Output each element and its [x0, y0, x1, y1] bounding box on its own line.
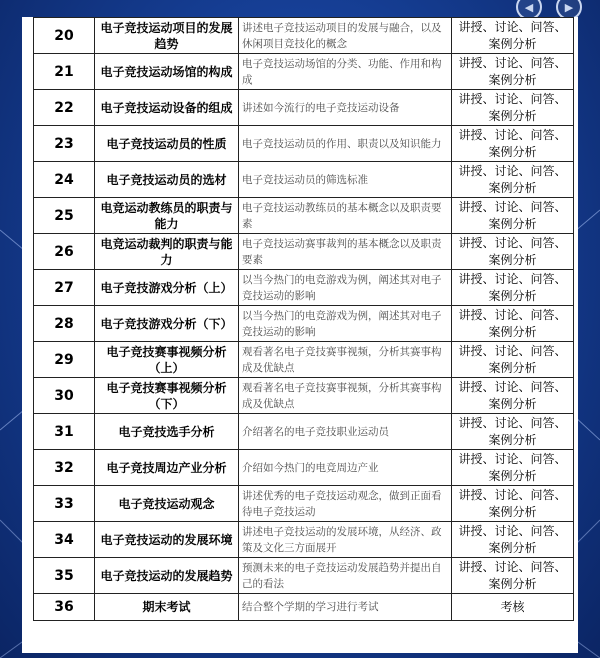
- row-number: 27: [34, 270, 95, 306]
- row-teaching-method: 讲授、讨论、问答、案例分析: [452, 18, 574, 54]
- row-teaching-method: 讲授、讨论、问答、案例分析: [452, 414, 574, 450]
- row-number: 25: [34, 198, 95, 234]
- row-number: 34: [34, 522, 95, 558]
- table-row: [34, 342, 574, 378]
- row-description: 介绍著名的电子竞技职业运动员: [239, 414, 452, 450]
- row-description: 讲述如今流行的电子竞技运动设备: [239, 90, 452, 126]
- row-title: 期末考试: [95, 594, 239, 621]
- row-description: 结合整个学期的学习进行考试: [239, 594, 452, 621]
- row-number: 31: [34, 414, 95, 450]
- table-row: [34, 198, 574, 234]
- table-row: [34, 558, 574, 594]
- table-row: [34, 378, 574, 414]
- row-teaching-method: 讲授、讨论、问答、案例分析: [452, 378, 574, 414]
- row-description: 预测未来的电子竞技运动发展趋势并提出自己的看法: [239, 558, 452, 594]
- row-title: 电子竞技运动观念: [95, 486, 239, 522]
- row-number: 28: [34, 306, 95, 342]
- row-title: 电子竞技游戏分析（下）: [95, 306, 239, 342]
- row-title: 电竞运动教练员的职责与能力: [95, 198, 239, 234]
- row-title: 电子竞技运动的发展环境: [95, 522, 239, 558]
- row-description: 电子竞技运动员的筛选标准: [239, 162, 452, 198]
- table-row: [34, 270, 574, 306]
- table-row: [34, 162, 574, 198]
- table-row: [34, 54, 574, 90]
- row-teaching-method: 讲授、讨论、问答、案例分析: [452, 450, 574, 486]
- row-description: 以当今热门的电竞游戏为例，阐述其对电子竞技运动的影响: [239, 270, 452, 306]
- row-description: 电子竞技运动教练员的基本概念以及职责要素: [239, 198, 452, 234]
- row-title: 电子竞技游戏分析（上）: [95, 270, 239, 306]
- row-description: 讲述电子竞技运动项目的发展与融合，以及休闲项目竞技化的概念: [239, 18, 452, 54]
- row-teaching-method: 讲授、讨论、问答、案例分析: [452, 162, 574, 198]
- row-title: 电子竞技赛事视频分析（下）: [95, 378, 239, 414]
- table-row: [34, 126, 574, 162]
- row-number: 35: [34, 558, 95, 594]
- table-row: [34, 234, 574, 270]
- row-title: 电子竞技运动场馆的构成: [95, 54, 239, 90]
- table-row: [34, 522, 574, 558]
- table-row: [34, 90, 574, 126]
- row-teaching-method: 讲授、讨论、问答、案例分析: [452, 558, 574, 594]
- row-description: 以当今热门的电竞游戏为例，阐述其对电子竞技运动的影响: [239, 306, 452, 342]
- table-body: [34, 18, 574, 621]
- table-row: [34, 414, 574, 450]
- document-sheet: [22, 17, 578, 653]
- row-description: 电子竞技运动赛事裁判的基本概念以及职责要素: [239, 234, 452, 270]
- row-number: 30: [34, 378, 95, 414]
- table-row: [34, 486, 574, 522]
- row-description: 观看著名电子竞技赛事视频，分析其赛事构成及优缺点: [239, 342, 452, 378]
- row-teaching-method: 讲授、讨论、问答、案例分析: [452, 198, 574, 234]
- row-number: 26: [34, 234, 95, 270]
- row-teaching-method: 讲授、讨论、问答、案例分析: [452, 54, 574, 90]
- row-teaching-method: 讲授、讨论、问答、案例分析: [452, 342, 574, 378]
- row-description: 讲述电子竞技运动的发展环境，从经济、政策及文化三方面展开: [239, 522, 452, 558]
- row-teaching-method: 讲授、讨论、问答、案例分析: [452, 90, 574, 126]
- row-description: 讲述优秀的电子竞技运动观念，做到正面看待电子竞技运动: [239, 486, 452, 522]
- course-schedule-table: [33, 17, 574, 621]
- row-title: 电子竞技运动项目的发展趋势: [95, 18, 239, 54]
- row-teaching-method: 考核: [452, 594, 574, 621]
- row-number: 29: [34, 342, 95, 378]
- row-title: 电子竞技运动员的选材: [95, 162, 239, 198]
- row-title: 电竞运动裁判的职责与能力: [95, 234, 239, 270]
- row-number: 32: [34, 450, 95, 486]
- row-description: 观看著名电子竞技赛事视频，分析其赛事构成及优缺点: [239, 378, 452, 414]
- row-teaching-method: 讲授、讨论、问答、案例分析: [452, 306, 574, 342]
- row-title: 电子竞技选手分析: [95, 414, 239, 450]
- row-title: 电子竞技运动的发展趋势: [95, 558, 239, 594]
- row-title: 电子竞技赛事视频分析（上）: [95, 342, 239, 378]
- table-row: [34, 450, 574, 486]
- table-row: [34, 18, 574, 54]
- row-teaching-method: 讲授、讨论、问答、案例分析: [452, 270, 574, 306]
- row-number: 21: [34, 54, 95, 90]
- row-number: 23: [34, 126, 95, 162]
- row-teaching-method: 讲授、讨论、问答、案例分析: [452, 486, 574, 522]
- row-title: 电子竞技周边产业分析: [95, 450, 239, 486]
- row-description: 介绍如今热门的电竞周边产业: [239, 450, 452, 486]
- row-number: 20: [34, 18, 95, 54]
- row-number: 36: [34, 594, 95, 621]
- row-teaching-method: 讲授、讨论、问答、案例分析: [452, 126, 574, 162]
- row-teaching-method: 讲授、讨论、问答、案例分析: [452, 234, 574, 270]
- row-number: 33: [34, 486, 95, 522]
- row-title: 电子竞技运动员的性质: [95, 126, 239, 162]
- table-row: [34, 306, 574, 342]
- prev-icon[interactable]: ◀: [516, 0, 542, 20]
- row-teaching-method: 讲授、讨论、问答、案例分析: [452, 522, 574, 558]
- row-title: 电子竞技运动设备的组成: [95, 90, 239, 126]
- row-description: 电子竞技运动员的作用、职责以及知识能力: [239, 126, 452, 162]
- table-row: [34, 594, 574, 621]
- row-description: 电子竞技运动场馆的分类、功能、作用和构成: [239, 54, 452, 90]
- row-number: 24: [34, 162, 95, 198]
- row-number: 22: [34, 90, 95, 126]
- next-icon[interactable]: ▶: [556, 0, 582, 20]
